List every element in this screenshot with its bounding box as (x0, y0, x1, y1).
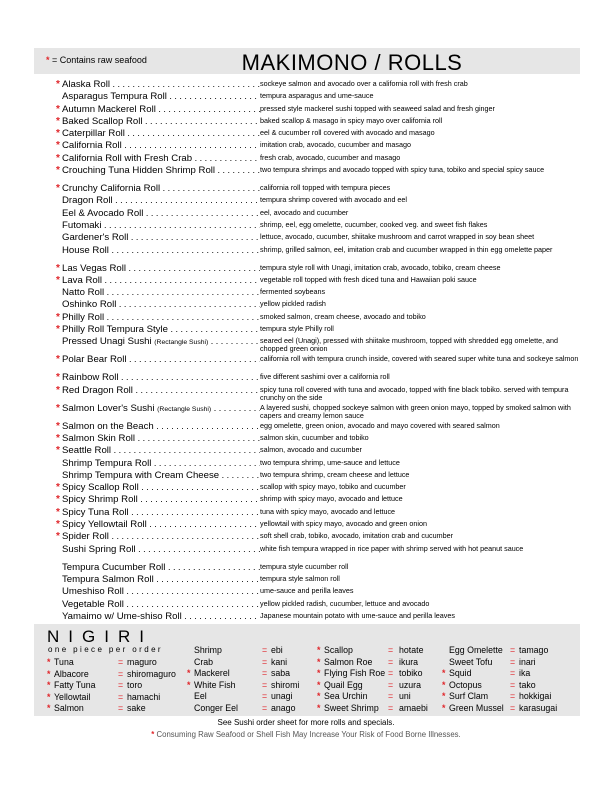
equals-sign: = (118, 657, 124, 667)
roll-subtitle: (Rectangle Sushi) (157, 405, 212, 413)
roll-item (56, 115, 592, 128)
roll-description: five different sashimi over a california roll (260, 372, 390, 382)
nigiri-column (442, 645, 579, 715)
raw-seafood-star-icon: * (56, 79, 60, 90)
nigiri-item (194, 645, 331, 657)
raw-seafood-star-icon: * (47, 657, 51, 667)
roll-name: Umeshiso Roll (62, 586, 124, 598)
equals-sign: = (262, 679, 268, 690)
roll-name: Asparagus Tempura Roll (62, 91, 167, 103)
nigiri-japanese-name: kani (271, 656, 288, 667)
roll-item (62, 287, 592, 299)
roll-item (56, 262, 592, 275)
roll-item (56, 482, 592, 494)
roll-name: Shrimp Tempura with Cream Cheese (62, 469, 220, 481)
nigiri-japanese-name: karasugai (519, 702, 558, 713)
roll-description: eel, avocado and cucumber (260, 207, 349, 217)
roll-item (62, 599, 592, 611)
roll-description: baked scallop & masago in spicy mayo over california roll (260, 115, 443, 125)
raw-seafood-star-icon: * (56, 140, 60, 152)
roll-description: shrimp, grilled salmon, eel, imitation crab and cucumber wrapped in thin egg omelette paper (260, 244, 553, 254)
roll-name: Spicy Scallop Roll (62, 482, 139, 494)
equals-sign: = (118, 691, 124, 702)
nigiri-japanese-name: sake (127, 703, 146, 714)
nigiri-item (194, 657, 331, 669)
equals-sign: = (388, 656, 394, 667)
roll-item (56, 445, 592, 457)
nigiri-item (317, 679, 459, 692)
raw-seafood-star-icon: * (442, 702, 446, 713)
nigiri-name: Mackerel (194, 668, 230, 679)
roll-name: Las Vegas Roll (62, 262, 126, 274)
nigiri-name: Egg Omelette (449, 645, 503, 655)
raw-seafood-star-icon: * (47, 691, 51, 702)
roll-description: egg omelette, green onion, avocado and mayo covered with seared salmon (260, 420, 500, 430)
nigiri-item (47, 691, 187, 704)
nigiri-name: Surf Clam (449, 691, 489, 702)
roll-name: Salmon on the Beach (62, 420, 154, 432)
nigiri-name: Sea Urchin (324, 691, 368, 702)
roll-name: Gardener's Roll (62, 232, 129, 244)
nigiri-item (187, 679, 331, 692)
roll-description: scallop with spicy mayo, tobiko and cucumber (260, 482, 406, 492)
roll-name: Caterpillar Roll (62, 128, 125, 140)
roll-description: ume-sauce and perilla leaves (260, 586, 354, 596)
equals-sign: = (388, 702, 394, 713)
nigiri-item (442, 691, 579, 703)
roll-item (56, 384, 592, 403)
nigiri-japanese-name: uni (399, 691, 411, 702)
roll-description: tempura asparagus and ume-sauce (260, 91, 374, 101)
equals-sign: = (118, 680, 124, 691)
roll-description: vegetable roll topped with fresh diced tuna and Hawaiian poki sauce (260, 274, 477, 284)
nigiri-item (47, 680, 187, 692)
raw-seafood-star-icon: * (56, 384, 60, 396)
equals-sign: = (262, 702, 268, 713)
roll-description: shrimp with spicy mayo, avocado and lettuce (260, 494, 403, 504)
roll-name: Salmon Lover's Sushi (62, 402, 155, 414)
roll-name: Red Dragon Roll (62, 384, 133, 396)
raw-seafood-star-icon: * (317, 645, 321, 655)
nigiri-name: Crab (194, 656, 214, 667)
roll-item (56, 128, 592, 140)
raw-seafood-star-icon: * (56, 324, 60, 336)
nigiri-name: Yellowtail (54, 691, 91, 702)
roll-name: Spicy Tuna Roll (62, 506, 129, 518)
equals-sign: = (510, 668, 516, 679)
footer-note: See Sushi order sheet for more rolls and specials. (217, 718, 395, 727)
footer-warning (0, 730, 612, 739)
roll-description: fermented soybeans (260, 287, 326, 297)
roll-description: tuna with spicy mayo, avocado and lettuce (260, 506, 396, 516)
roll-description: california roll topped with tempura pieces (260, 183, 391, 193)
nigiri-name: Quail Egg (324, 679, 363, 690)
nigiri-item (317, 702, 459, 715)
roll-item (62, 336, 592, 354)
roll-description: tempura style cucumber roll (260, 561, 349, 571)
roll-item (62, 245, 592, 263)
roll-item (56, 420, 592, 433)
roll-name: Natto Roll (62, 287, 105, 299)
raw-seafood-star-icon: * (56, 262, 60, 274)
nigiri-japanese-name: ebi (271, 645, 283, 655)
nigiri-item (194, 691, 331, 703)
roll-name: Polar Bear Roll (62, 354, 127, 366)
roll-item (62, 586, 592, 598)
roll-name: Shrimp Tempura Roll (62, 457, 152, 469)
raw-seafood-star-icon: * (56, 274, 60, 286)
roll-item (56, 354, 592, 372)
roll-name: Baked Scallop Roll (62, 115, 143, 127)
roll-item (56, 494, 592, 506)
raw-seafood-star-icon: * (187, 668, 191, 679)
raw-seafood-star-icon: * (317, 679, 321, 690)
equals-sign: = (388, 645, 394, 655)
nigiri-column (187, 645, 331, 715)
raw-seafood-star-icon: * (56, 152, 60, 164)
nigiri-name: Conger Eel (194, 702, 239, 713)
roll-item (56, 152, 592, 165)
roll-item (56, 311, 592, 324)
roll-description: two tempura shrimp, ume-sauce and lettuce (260, 457, 400, 467)
raw-seafood-star-icon: * (187, 679, 191, 690)
roll-item (56, 506, 592, 519)
nigiri-japanese-name: uzura (399, 679, 422, 690)
nigiri-name: Eel (194, 691, 207, 702)
nigiri-name: Tuna (54, 657, 74, 667)
nigiri-name: Sweet Shrimp (324, 702, 379, 713)
raw-seafood-star-icon: * (317, 668, 321, 679)
equals-sign: = (510, 679, 516, 690)
roll-item (56, 140, 592, 152)
raw-seafood-star-icon: * (56, 420, 60, 432)
nigiri-section (34, 624, 580, 716)
roll-name: California Roll with Fresh Crab (62, 152, 193, 164)
equals-sign: = (388, 668, 394, 679)
nigiri-japanese-name: hamachi (127, 691, 161, 702)
equals-sign: = (510, 691, 516, 702)
nigiri-japanese-name: ika (519, 668, 531, 679)
roll-name: Salmon Skin Roll (62, 432, 136, 444)
nigiri-item (317, 691, 459, 703)
roll-name: Lava Roll (62, 274, 102, 286)
equals-sign: = (510, 702, 516, 713)
roll-item (56, 274, 592, 287)
equals-sign: = (118, 668, 124, 679)
roll-description: two tempura shrimp, cream cheese and lettuce (260, 469, 410, 479)
nigiri-subtitle: one piece per order (48, 645, 163, 654)
roll-name: Pressed Unagi Sushi (62, 336, 152, 348)
roll-item (56, 324, 592, 336)
roll-name: Spicy Yellowtail Roll (62, 519, 147, 531)
roll-name: Alaska Roll (62, 79, 110, 90)
raw-seafood-star-icon: * (56, 128, 60, 140)
nigiri-japanese-name: tobiko (399, 668, 423, 679)
roll-description: salmon skin, cucumber and tobiko (260, 432, 369, 442)
roll-item (62, 574, 592, 586)
raw-seafood-star-icon: * (47, 668, 51, 679)
nigiri-title: NIGIRI (47, 627, 153, 646)
roll-item (56, 183, 592, 195)
nigiri-japanese-name: hotate (399, 645, 424, 655)
nigiri-japanese-name: tamago (519, 645, 549, 655)
nigiri-japanese-name: unagi (271, 691, 293, 702)
roll-item (62, 220, 592, 232)
nigiri-name: Albacore (54, 668, 89, 679)
nigiri-item (449, 645, 579, 657)
roll-item (62, 611, 592, 623)
roll-item (56, 372, 592, 384)
roll-item (62, 195, 592, 207)
nigiri-name: Salmon Roe (324, 656, 373, 667)
nigiri-item (317, 668, 459, 680)
roll-item (56, 519, 592, 531)
roll-description: tempura style salmon roll (260, 573, 340, 583)
roll-name: Tempura Salmon Roll (62, 573, 154, 585)
star-icon: * (151, 730, 155, 739)
roll-description: soft shell crab, tobiko, avocado, imitation crab and cucumber (260, 531, 453, 541)
raw-seafood-star-icon: * (317, 702, 321, 713)
roll-description: sockeye salmon and avocado over a california roll with fresh crab (260, 79, 468, 88)
raw-seafood-star-icon: * (317, 656, 321, 667)
raw-seafood-star-icon: * (56, 482, 60, 494)
nigiri-japanese-name: toro (127, 680, 143, 691)
nigiri-item (47, 668, 187, 681)
nigiri-japanese-name: shiromi (271, 679, 300, 690)
equals-sign: = (262, 668, 268, 679)
raw-seafood-star-icon: * (56, 165, 60, 177)
nigiri-japanese-name: maguro (127, 657, 157, 667)
equals-sign: = (388, 679, 394, 690)
nigiri-japanese-name: saba (271, 668, 291, 679)
roll-item (62, 91, 592, 103)
nigiri-japanese-name: shiromaguro (127, 668, 176, 679)
nigiri-column (317, 645, 459, 715)
roll-item (56, 79, 592, 91)
nigiri-item (317, 656, 459, 669)
nigiri-japanese-name: hokkigai (519, 691, 552, 702)
roll-name: Rainbow Roll (62, 372, 119, 384)
roll-name: Spider Roll (62, 531, 109, 543)
roll-name: Philly Roll (62, 311, 105, 323)
roll-name: House Roll (62, 244, 109, 256)
roll-description: yellowtail with spicy mayo, avocado and green onion (260, 519, 428, 529)
equals-sign: = (118, 703, 124, 714)
legend-text: = Contains raw seafood (52, 55, 147, 65)
roll-description: seared eel (Unagi), pressed with shiitake mushroom, topped with shredded egg omelette, and chopped green onion (260, 336, 559, 354)
roll-description: Japanese mountain potato with ume-sauce and perilla leaves (260, 610, 455, 620)
nigiri-item (442, 679, 579, 692)
raw-seafood-star-icon: * (56, 432, 60, 444)
roll-description: imitation crab, avocado, cucumber and masago (260, 140, 412, 150)
roll-item (56, 531, 592, 543)
roll-description: yellow pickled radish, cucumber, lettuce and avocado (260, 598, 430, 608)
roll-description: tempura style roll with Unagi, imitation crab, avocado, tobiko, cream cheese (260, 262, 501, 272)
raw-seafood-star-icon: * (56, 311, 60, 323)
roll-subtitle: (Rectangle Sushi) (154, 339, 209, 347)
nigiri-japanese-name: inari (519, 656, 536, 667)
roll-item (62, 208, 592, 220)
nigiri-japanese-name: ikura (399, 656, 419, 667)
nigiri-item (442, 668, 579, 680)
warning-text: Consuming Raw Seafood or Shell Fish May Increase Your Risk of Food Borne Illnesses. (156, 730, 461, 739)
equals-sign: = (510, 656, 516, 667)
nigiri-item (47, 703, 187, 715)
equals-sign: = (388, 691, 394, 702)
nigiri-name: Squid (449, 668, 472, 679)
roll-item (56, 165, 592, 183)
nigiri-name: Sweet Tofu (449, 656, 493, 667)
roll-item (62, 544, 592, 562)
star-icon: * (46, 55, 50, 65)
raw-seafood-star-icon: * (56, 494, 60, 506)
roll-description: lettuce, avocado, cucumber, shiitake mushroom and carrot wrapped in soy bean sheet (260, 232, 535, 242)
roll-description: fresh crab, avocado, cucumber and masago (260, 152, 401, 162)
rolls-list (56, 79, 592, 623)
nigiri-name: Fatty Tuna (54, 680, 96, 691)
roll-name: Seattle Roll (62, 445, 112, 457)
nigiri-name: Salmon (54, 703, 84, 714)
roll-description: A layered sushi, chopped sockeye salmon with green onion mayo, topped by smoked salmon with capers and creamy lemon sauce (260, 402, 571, 420)
roll-name: Philly Roll Tempura Style (62, 324, 168, 336)
nigiri-item (47, 657, 187, 669)
page-title: MAKIMONO / ROLLS (241, 50, 463, 75)
roll-item (62, 299, 592, 311)
nigiri-column (47, 657, 187, 715)
roll-name: Yamaimo w/ Ume-shiso Roll (62, 610, 182, 622)
roll-description: california roll with tempura crunch inside, covered with seared super white tuna and sockeye salmon (260, 354, 579, 364)
raw-seafood-star-icon: * (317, 691, 321, 702)
raw-seafood-star-icon: * (56, 103, 60, 115)
roll-name: Oshinko Roll (62, 299, 117, 311)
equals-sign: = (262, 656, 268, 667)
nigiri-name: Octopus (449, 679, 482, 690)
roll-name: Crunchy California Roll (62, 183, 161, 195)
roll-description: spicy tuna roll covered with tuna and avocado, topped with fine black tobiko. served with tempura crunchy on the side (260, 384, 569, 402)
nigiri-name: Scallop (324, 645, 353, 655)
roll-description: salmon, avocado and cucumber (260, 445, 362, 455)
raw-seafood-star-icon: * (442, 691, 446, 702)
roll-name: Sushi Spring Roll (62, 543, 136, 555)
equals-sign: = (262, 645, 268, 655)
roll-item (62, 562, 592, 574)
nigiri-japanese-name: tako (519, 679, 536, 690)
equals-sign: = (510, 645, 516, 655)
nigiri-name: Green Mussel (449, 702, 504, 713)
header-bar (34, 48, 580, 74)
nigiri-name: White Fish (194, 679, 236, 690)
raw-seafood-star-icon: * (56, 402, 60, 414)
roll-name: Spicy Shrimp Roll (62, 494, 138, 506)
raw-seafood-star-icon: * (442, 679, 446, 690)
raw-seafood-star-icon: * (56, 531, 60, 543)
nigiri-item (449, 657, 579, 669)
roll-item (62, 458, 592, 470)
roll-name: Autumn Mackerel Roll (62, 103, 156, 115)
raw-seafood-star-icon: * (56, 183, 60, 195)
roll-description: shrimp, eel, egg omelette, cucumber, cooked veg. and sweet fish flakes (260, 219, 488, 229)
roll-name: Futomaki (62, 219, 102, 231)
raw-seafood-star-icon: * (56, 506, 60, 518)
nigiri-japanese-name: amaebi (399, 702, 428, 713)
raw-seafood-star-icon: * (56, 445, 60, 457)
roll-description: yellow pickled radish (260, 299, 326, 309)
raw-seafood-star-icon: * (56, 372, 60, 384)
roll-name: Tempura Cucumber Roll (62, 561, 166, 573)
roll-description: eel & cucumber roll covered with avocado and masago (260, 128, 435, 138)
nigiri-japanese-name: anago (271, 702, 296, 713)
nigiri-item (194, 703, 331, 715)
roll-item (56, 402, 592, 421)
roll-item (56, 103, 592, 116)
raw-seafood-star-icon: * (47, 703, 51, 714)
roll-name: Vegetable Roll (62, 598, 124, 610)
roll-name: Crouching Tuna Hidden Shrimp Roll (62, 165, 216, 177)
roll-name: Eel & Avocado Roll (62, 207, 144, 219)
raw-seafood-star-icon: * (47, 680, 51, 691)
roll-item (62, 470, 592, 482)
roll-name: California Roll (62, 140, 122, 152)
roll-description: smoked salmon, cream cheese, avocado and tobiko (260, 311, 426, 321)
equals-sign: = (262, 691, 268, 702)
raw-seafood-star-icon: * (56, 519, 60, 531)
roll-description: tempura shrimp covered with avocado and eel (260, 195, 408, 205)
roll-description: white fish tempura wrapped in rice paper with shrimp served with hot peanut sauce (260, 543, 524, 553)
raw-seafood-star-icon: * (442, 668, 446, 679)
nigiri-item (187, 668, 331, 680)
roll-item (62, 232, 592, 244)
roll-description: two tempura shrimps and avocado topped with spicy tuna, tobiko and special spicy sauce (260, 165, 545, 175)
roll-description: tempura style Philly roll (260, 324, 334, 334)
nigiri-item (317, 645, 459, 657)
raw-seafood-star-icon: * (56, 115, 60, 127)
nigiri-item (442, 702, 579, 715)
roll-name: Dragon Roll (62, 195, 113, 207)
raw-seafood-star-icon: * (56, 354, 60, 366)
roll-description: pressed style mackerel sushi topped with seaweed salad and fresh ginger (260, 103, 495, 113)
nigiri-name: Shrimp (194, 645, 222, 655)
nigiri-name: Flying Fish Roe (324, 668, 386, 679)
roll-item (56, 432, 592, 445)
